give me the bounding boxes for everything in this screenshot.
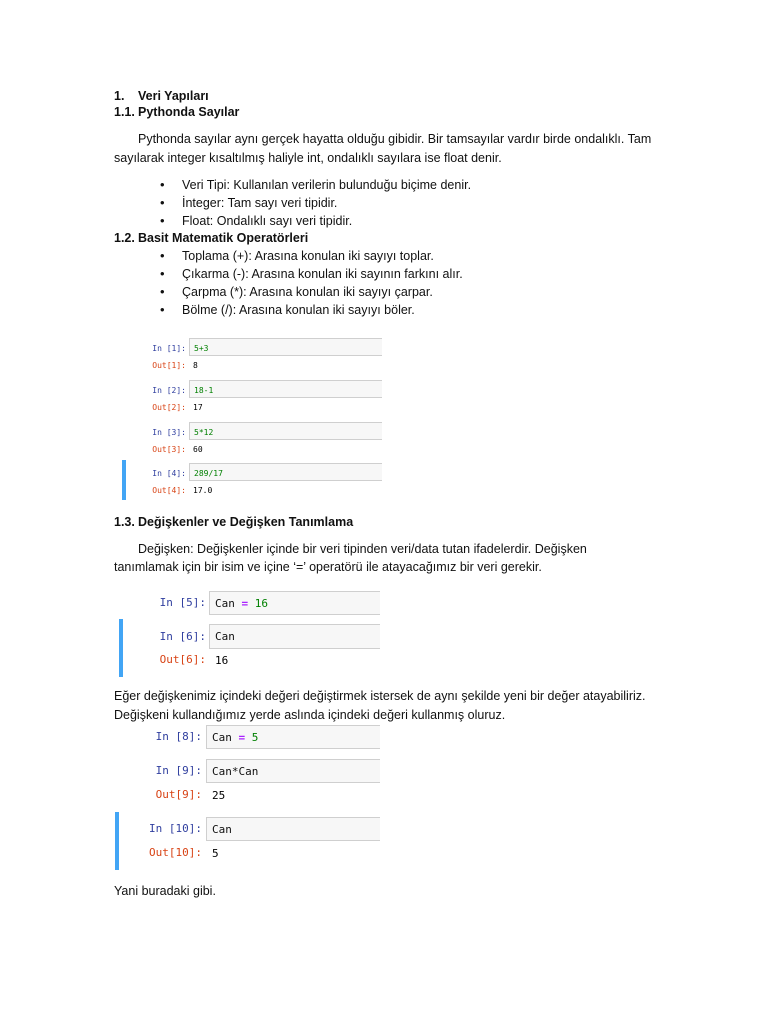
code-operator: = [238, 731, 246, 744]
out-prompt: Out[3]: [152, 445, 186, 454]
list-item: Veri Tipi: Kullanılan verilerin bulunduğu biçime denir. [182, 178, 472, 192]
code-cell[interactable] [209, 624, 380, 649]
notebook-screenshot-1 [114, 330, 382, 502]
code-cell[interactable] [206, 759, 380, 783]
bullet-icon: • [160, 284, 165, 299]
code-number: 16 [254, 597, 268, 610]
code-cell[interactable] [189, 463, 382, 481]
section-1-2-title: Basit Matematik Operatörleri [138, 231, 309, 245]
list-item: Bölme (/): Arasına konulan iki sayıyı böler. [182, 303, 415, 317]
output-text: 8 [193, 361, 198, 370]
bullet-icon: • [160, 195, 165, 210]
list-item: Toplama (+): Arasına konulan iki sayıyı toplar. [182, 249, 434, 263]
selected-cell-bar [119, 619, 123, 677]
out-prompt: Out[10]: [149, 846, 202, 859]
paragraph-line: Eğer değişkenimiz içindeki değeri değiştirmek istersek de aynı şekilde yeni bir değer atayabiliriz. [114, 689, 646, 703]
output-text: 5 [212, 847, 219, 860]
bullet-icon: • [160, 248, 165, 263]
selected-cell-bar [115, 812, 119, 870]
code-cell[interactable] [209, 591, 380, 615]
output-text: 60 [193, 445, 203, 454]
list-item: Çıkarma (-): Arasına konulan iki sayının farkını alır. [182, 267, 463, 281]
bullet-icon: • [160, 266, 165, 281]
code-number: 5 [251, 731, 259, 744]
code-text: Can [215, 630, 235, 643]
section-1-number: 1. [114, 89, 125, 103]
code-text: 5*12 [194, 428, 214, 437]
output-text: 17.0 [193, 486, 213, 495]
list-item: Çarpma (*): Arasına konulan iki sayıyı çarpar. [182, 285, 433, 299]
paragraph-line: Yani buradaki gibi. [114, 884, 216, 898]
out-prompt: Out[4]: [152, 486, 186, 495]
bullet-icon: • [160, 302, 165, 317]
out-prompt: Out[6]: [159, 653, 206, 666]
out-prompt: Out[9]: [155, 788, 202, 801]
section-1-2-number: 1.2. [114, 231, 135, 245]
bullet-icon: • [160, 213, 165, 228]
section-1-1-number: 1.1. [114, 105, 135, 119]
in-prompt: In [10]: [149, 822, 202, 835]
in-prompt: In [6]: [159, 630, 206, 643]
output-text: 17 [193, 403, 203, 412]
paragraph-line: sayılarak integer kısaltılmış haliyle int, ondalıklı sayılara ise float denir. [114, 151, 502, 165]
notebook-screenshot-2 [114, 588, 380, 680]
code-text: 289/17 [194, 469, 223, 478]
section-1-3-number: 1.3. [114, 515, 135, 529]
code-cell[interactable] [189, 338, 382, 356]
code-cell[interactable] [189, 380, 382, 398]
list-item: İnteger: Tam sayı veri tipidir. [182, 196, 338, 210]
in-prompt: In [8]: [155, 730, 202, 743]
in-prompt: In [4]: [152, 469, 186, 478]
output-text: 16 [215, 654, 229, 667]
code-text: Can [212, 823, 232, 836]
in-prompt: In [2]: [152, 386, 186, 395]
paragraph-line: Değişkeni kullandığımız yerde aslında içindeki değeri kullanmış oluruz. [114, 708, 506, 722]
code-variable: Can [215, 597, 235, 610]
section-1-3-title: Değişkenler ve Değişken Tanımlama [138, 515, 354, 529]
in-prompt: In [3]: [152, 428, 186, 437]
in-prompt: In [5]: [159, 596, 206, 609]
paragraph-line: Pythonda sayılar aynı gerçek hayatta olduğu gibidir. Bir tamsayılar vardır birde ondalıklı. Tam [138, 132, 652, 146]
code-operator: = [241, 597, 249, 610]
code-text: Can*Can [212, 765, 259, 778]
paragraph-line: Değişken: Değişkenler içinde bir veri tipinden veri/data tutan ifadelerdir. Değişken [138, 542, 587, 556]
list-item: Float: Ondalıklı sayı veri tipidir. [182, 214, 353, 228]
output-text: 25 [212, 789, 226, 802]
code-variable: Can [212, 731, 232, 744]
paragraph-line: tanımlamak için bir isim ve içine ‘=’ operatörü ile atayacağımız bir veri gerekir. [114, 560, 542, 574]
code-cell[interactable] [206, 725, 380, 749]
out-prompt: Out[1]: [152, 361, 186, 370]
notebook-screenshot-3 [114, 722, 380, 872]
section-1-1-title: Pythonda Sayılar [138, 105, 240, 119]
in-prompt: In [1]: [152, 344, 186, 353]
out-prompt: Out[2]: [152, 403, 186, 412]
in-prompt: In [9]: [155, 764, 202, 777]
code-cell[interactable] [189, 422, 382, 440]
section-1-title: Veri Yapıları [138, 89, 209, 103]
code-text: 5+3 [194, 344, 209, 353]
bullet-icon: • [160, 177, 165, 192]
code-text: 18-1 [194, 386, 214, 395]
code-cell[interactable] [206, 817, 380, 841]
